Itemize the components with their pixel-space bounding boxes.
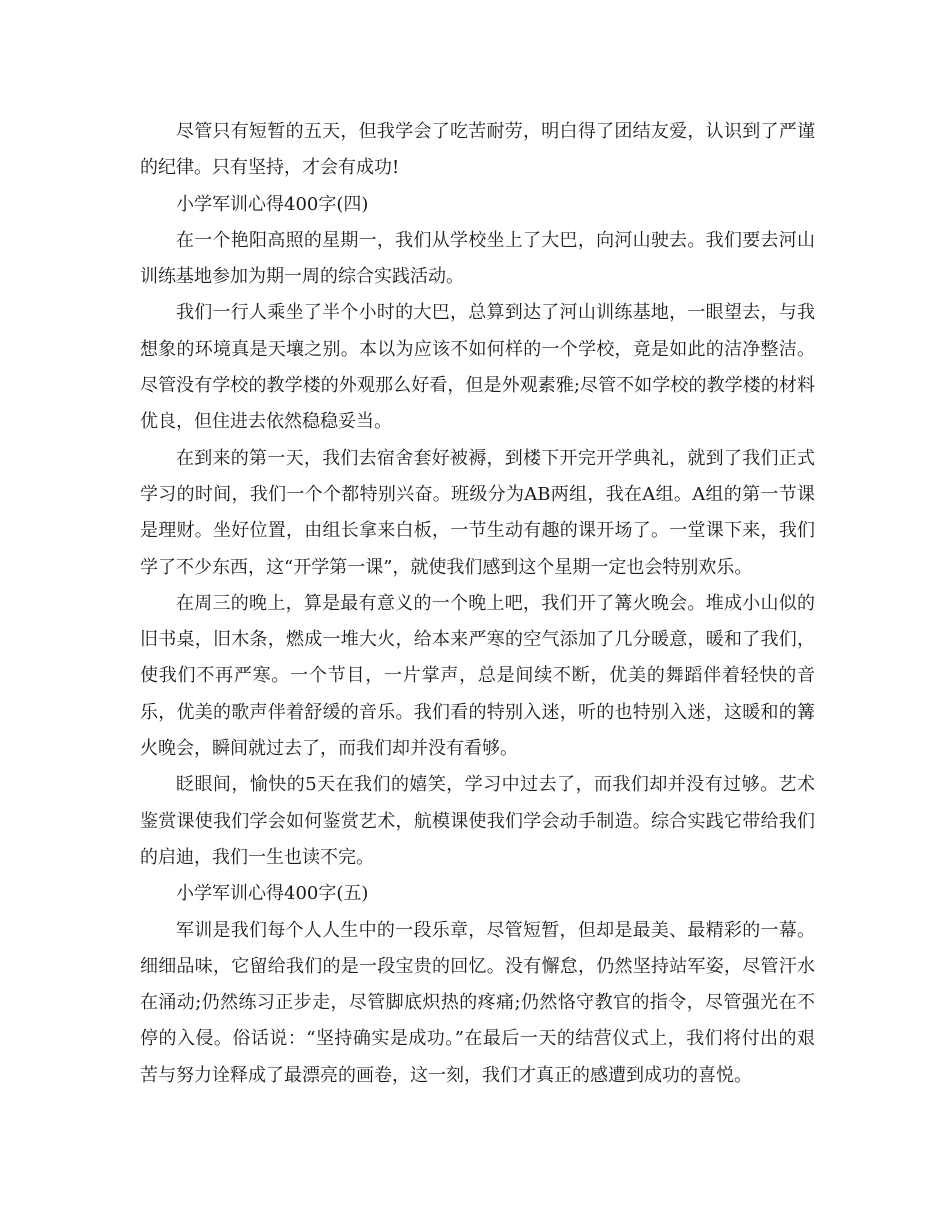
paragraph-arrival: 我们一行人乘坐了半个小时的大巴，总算到达了河山训练基地，一眼望去，与我想象的环境真是天壤之别。本以为应该不如何样的一个学校，竟是如此的洁净整洁。尽管没有学校的教学楼的外观那么好看，但是外观素雅;尽管不如学校的教学楼的材料优良，但住进去依然稳稳妥当。	[140, 302, 815, 433]
paragraph-conclusion: 尽管只有短暂的五天，但我学会了吃苦耐劳，明白得了团结友爱，认识到了严谨的纪律。只有坚持，才会有成功!	[140, 121, 815, 179]
paragraph-military-training: 军训是我们每个人人生中的一段乐章，尽管短暂，但却是最美、最精彩的一幕。细细品味，它留给我们的是一段宝贵的回忆。没有懈怠，仍然坚持站军姿，尽管汗水在涌动;仍然练习正步走，尽管脚底炽热的疼痛;仍然恪守教官的指令，尽管强光在不停的入侵。俗话说：“坚持确实是成功。”在最后一天的结营仪式上，我们将付出的艰苦与努力诠释成了最漂亮的画卷，这一刻，我们才真正的感遭到成功的喜悦。	[140, 919, 815, 1086]
document-body	[140, 114, 815, 1094]
section-heading-4: 小学军训心得400字(四)	[176, 193, 369, 215]
paragraph-departure: 在一个艳阳高照的星期一，我们从学校坐上了大巴，向河山驶去。我们要去河山训练基地参加为期一周的综合实践活动。	[140, 229, 815, 288]
paragraph-bonfire: 在周三的晚上，算是最有意义的一个晚上吧，我们开了篝火晚会。堆成小山似的旧书桌，旧木条，燃成一堆大火，给本来严寒的空气添加了几分暖意，暖和了我们，使我们不再严寒。一个节目，一片掌声，总是间续不断，优美的舞蹈伴着轻快的音乐，优美的歌声伴着舒缓的音乐。我们看的特别入迷，听的也特别入迷，这暖和的篝火晚会，瞬间就过去了，而我们却并没有看够。	[140, 592, 815, 760]
paragraph-five-days: 眨眼间，愉快的5天在我们的嬉笑，学习中过去了，而我们却并没有过够。艺术鉴赏课使我们学会如何鉴赏艺术，航模课使我们学会动手制造。综合实践它带给我们的启迪，我们一生也读不完。	[140, 774, 815, 868]
section-heading-5: 小学军训心得400字(五)	[176, 883, 369, 905]
paragraph-first-day: 在到来的第一天，我们去宿舍套好被褥，到楼下开完开学典礼，就到了我们正式学习的时间，我们一个个都特别兴奋。班级分为AB两组，我在A组。A组的第一节课是理财。坐好位置，由组长拿来白板，一节生动有趣的课开场了。一堂课下来，我们学了不少东西，这“开学第一课”，就使我们感到这个星期一定也会特别欢乐。	[140, 447, 815, 578]
